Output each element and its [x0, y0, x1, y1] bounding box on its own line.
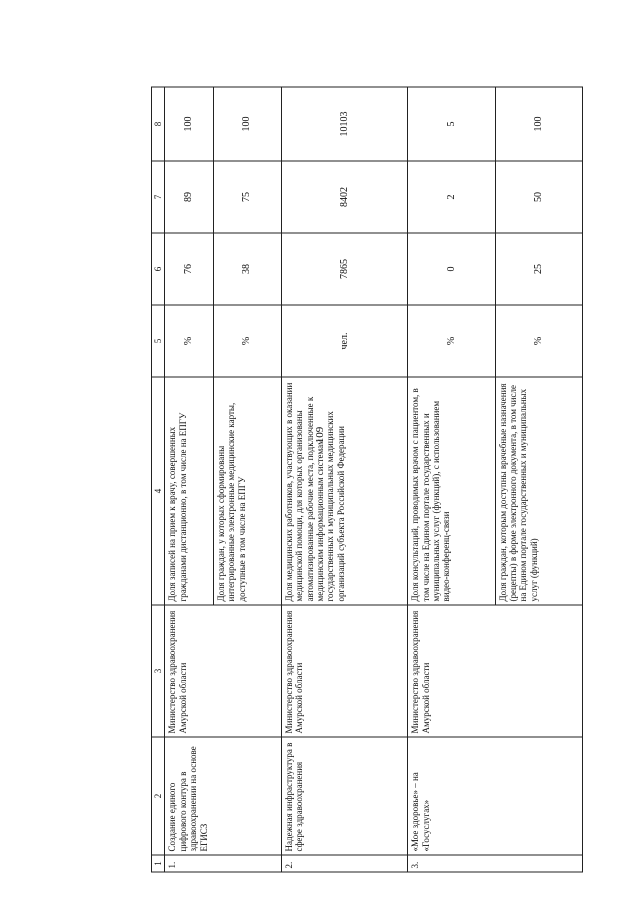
row-number: 3. [408, 855, 583, 872]
unit: % [165, 305, 213, 377]
table-row [281, 87, 407, 872]
col-header: 5 [152, 305, 165, 377]
header-row [152, 87, 165, 872]
value-col8: 100 [165, 87, 213, 161]
unit: % [213, 305, 281, 377]
indicators-table [151, 87, 583, 873]
value-col8: 100 [213, 87, 281, 161]
indicator-text: Доля граждан, у которых сформированы интегрированные электронные медицинские карты, доступные в том числе на ЕПГУ [213, 377, 281, 605]
unit: % [408, 305, 495, 377]
col-header: 1 [152, 855, 165, 872]
unit: чел. [281, 305, 407, 377]
col-header: 6 [152, 233, 165, 305]
value-col7: 2 [408, 161, 495, 233]
value-col8: 100 [495, 87, 582, 161]
value-col6: 25 [495, 233, 582, 305]
table-row [165, 87, 213, 872]
value-col6: 76 [165, 233, 213, 305]
value-col8: 5 [408, 87, 495, 161]
project-name: «Мое здоровье» – на «Госуслугах» [408, 737, 583, 855]
col-header: 4 [152, 377, 165, 605]
executor: Министерство здравоохранения Амурской области [165, 605, 281, 737]
rotated-table-container [151, 88, 583, 873]
table-row [408, 87, 495, 872]
value-col7: 50 [495, 161, 582, 233]
indicator-text: Доля записей на прием к врачу, совершенных гражданами дистанционно, в том числе на ЕПГУ [165, 377, 213, 605]
unit: % [495, 305, 582, 377]
indicator-text: Доля консультаций, проводимых врачом с пациентом, в том числе на Едином портале государственных и муниципальных услуг (функций), с использованием видео-конференц-связи [408, 377, 495, 605]
project-name: Надежная инфраструктура в сфере здравоохранения [281, 737, 407, 855]
value-col6: 7865 [281, 233, 407, 305]
value-col6: 38 [213, 233, 281, 305]
page-number: 109 [314, 426, 326, 444]
value-col8: 10103 [281, 87, 407, 161]
value-col6: 0 [408, 233, 495, 305]
value-col7: 8402 [281, 161, 407, 233]
col-header: 3 [152, 605, 165, 737]
executor: Министерство здравоохранения Амурской области [281, 605, 407, 737]
col-header: 8 [152, 87, 165, 161]
indicator-text: Доля медицинских работников, участвующих в оказании медицинской помощи, для которых организованы автоматизированные рабочие места, подключенные к медицинским информационным системам государственных и муниципальных медицинских организаций субъекта Российской Федерации [281, 377, 407, 605]
col-header: 2 [152, 737, 165, 855]
value-col7: 89 [165, 161, 213, 233]
indicator-text: Доля граждан, которым доступны врачебные назначения (рецепты) в форме электронного документа, в том числе на Едином портале государственных и муниципальных услуг (функций) [495, 377, 582, 605]
value-col7: 75 [213, 161, 281, 233]
col-header: 7 [152, 161, 165, 233]
project-name: Создание единого цифрового контура в здравоохранении на основе ЕГИСЗ [165, 737, 281, 855]
executor: Министерство здравоохранения Амурской области [408, 605, 583, 737]
row-number: 1. [165, 855, 281, 872]
row-number: 2. [281, 855, 407, 872]
